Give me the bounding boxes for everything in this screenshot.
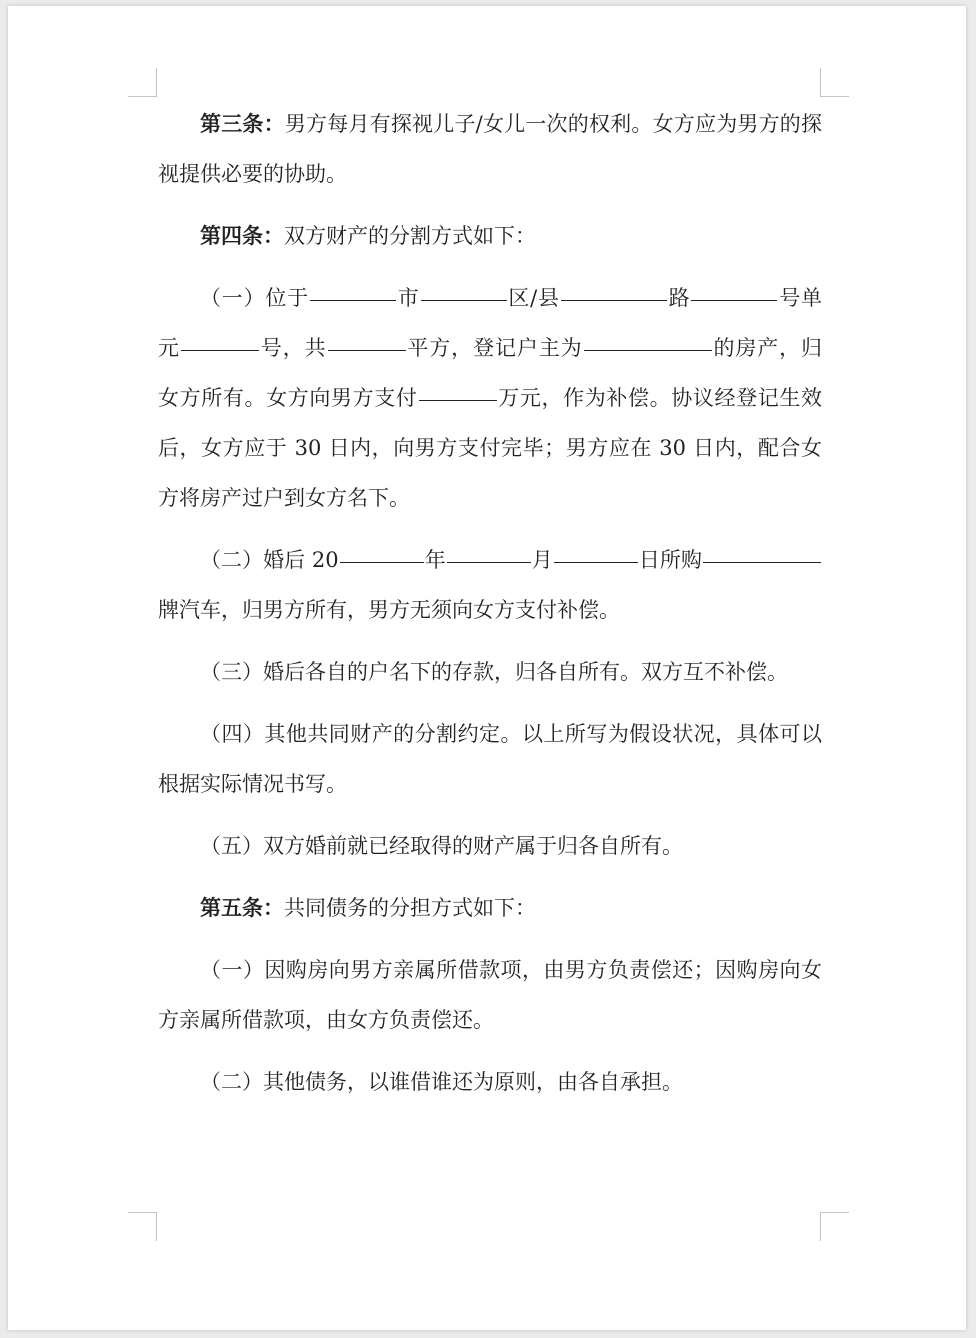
document-body [158, 99, 822, 1107]
item-text: 市 [396, 286, 420, 310]
article-3-text: 男方每月有探视儿子/女儿一次的权利。女方应为男方的探视提供必要的协助。 [158, 112, 823, 186]
item-text: （一）位于 [200, 286, 309, 310]
item-text: （二）婚后 20 [200, 548, 339, 572]
crop-mark-top-right [820, 68, 849, 97]
item-text: 牌汽车，归男方所有，男方无须向女方支付补偿。 [158, 598, 620, 622]
item-text: 区/县 [507, 286, 560, 310]
article-4-text: 双方财产的分割方式如下： [284, 224, 536, 248]
article-5-paragraph [158, 883, 822, 933]
article-5-item-2: （二）其他债务，以谁借谁还为原则，由各自承担。 [200, 1070, 683, 1094]
item-text: 万元，作为补偿。协议经登记生效后，女方应于 30 日内，向男方支付完毕；男方应在 30 日内，配合女方将房产过户到女方名下。 [158, 386, 823, 510]
blank-road[interactable] [561, 299, 667, 301]
article-4-item-1 [158, 273, 822, 523]
blank-district[interactable] [421, 299, 507, 301]
blank-owner[interactable] [584, 349, 712, 351]
document-page [8, 6, 966, 1330]
item-text: 月 [531, 548, 553, 572]
article-4-item-4: （四）其他共同财产的分割约定。以上所写为假设状况，具体可以根据实际情况书写。 [158, 722, 822, 796]
article-3-label: 第三条： [200, 111, 285, 136]
article-4-label: 第四条： [200, 223, 284, 248]
item-text: 日所购 [638, 548, 703, 572]
item-text: 年 [424, 548, 446, 572]
blank-year[interactable] [340, 561, 424, 563]
blank-amount[interactable] [419, 399, 497, 401]
blank-city[interactable] [310, 299, 396, 301]
blank-unit-number[interactable] [181, 349, 259, 351]
article-5-label: 第五条： [200, 895, 284, 920]
item-text: 号，共 [259, 336, 327, 360]
item-text: 平方，登记户主为 [406, 336, 583, 360]
article-5-item-1: （一）因购房向男方亲属所借款项，由男方负责偿还；因购房向女方亲属所借款项，由女方负责偿还。 [158, 958, 822, 1032]
article-4-item-5: （五）双方婚前就已经取得的财产属于归各自所有。 [200, 834, 683, 858]
article-3-paragraph [158, 99, 822, 199]
article-5-text: 共同债务的分担方式如下： [284, 896, 536, 920]
crop-mark-bottom-left [128, 1212, 157, 1241]
crop-mark-top-left [128, 68, 157, 97]
article-4-paragraph [158, 211, 822, 261]
blank-month[interactable] [447, 561, 531, 563]
crop-mark-bottom-right [820, 1212, 849, 1241]
article-4-item-3: （三）婚后各自的户名下的存款，归各自所有。双方互不补偿。 [200, 660, 788, 684]
item-text: 路 [667, 286, 691, 310]
item-text: 的房产，归女方所有。女方向男方支付 [158, 336, 823, 410]
blank-day[interactable] [554, 561, 638, 563]
article-4-item-2 [158, 535, 822, 635]
blank-area[interactable] [328, 349, 406, 351]
blank-car-brand[interactable] [703, 561, 821, 563]
blank-number[interactable] [691, 299, 777, 301]
item-text: 号单元 [158, 286, 823, 360]
